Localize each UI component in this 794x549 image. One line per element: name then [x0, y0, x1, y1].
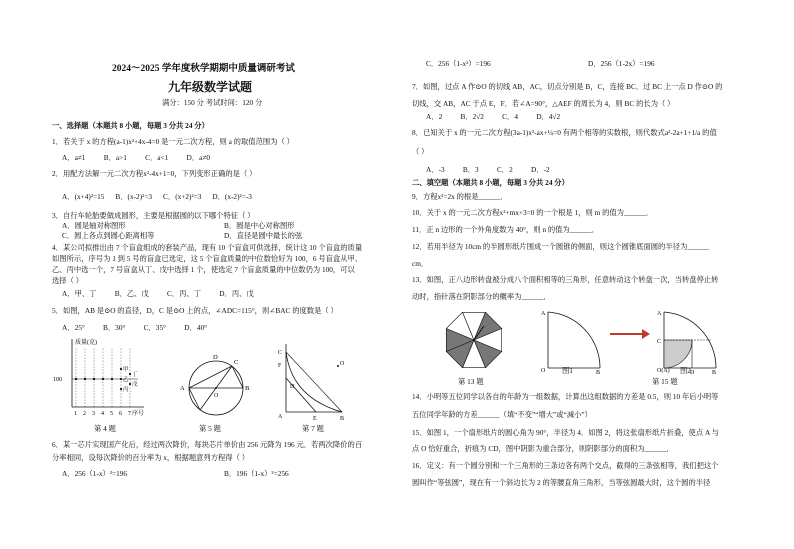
question-4-line-2: 如图所示，序号为 1 到 5 号的盲盒已选定，这 5 个盲盒质量的中位数恰好为 100，6 号盲盒从甲、 — [52, 254, 363, 263]
x-tick-label: 2 — [83, 411, 86, 417]
x-tick-label: 5 — [110, 411, 113, 417]
data-point — [120, 368, 122, 370]
question-10: 10．关于 x 的一元二次方程x²+mx+3=0 的一个根是 1，则 m 的值为______． — [412, 208, 654, 217]
svg-text:C: C — [234, 359, 239, 366]
question-14-line-1: 14．小明等五位同学以各自的年龄为一组数据，计算出这组数据的方差是 0.5，则 10 年后小明等 — [412, 392, 719, 401]
question-3-option-b: B．圆是中心对称图形 — [224, 221, 295, 230]
question-4-options: A．甲、丁 B．乙、戊 C．丙、丁 D．丙、戊 — [62, 289, 254, 298]
q4-mass-chart — [52, 335, 152, 421]
section-fill-heading: 二、填空题（本题共 8 小题，每题 3 分共 24 分） — [412, 178, 569, 187]
question-1: 1．若关于 x 的方程(a-1)x²+4x-4=0 是一元二次方程，则 a 的取值范围为（ ） — [52, 137, 294, 146]
question-5: 5．如图，AB 是⊙O 的直径，D，C 是⊙O 上的点，∠ADC=115°，则∠BAC 的度数是（ ） — [52, 306, 338, 315]
question-3-option-a: A．圆是轴对称图形 — [62, 221, 126, 230]
figure-q7-label: 第 7 题 — [302, 424, 324, 433]
figure-q15-label: 第 15 题 — [652, 377, 678, 386]
question-3-option-c: C．圆上各点到圆心距离相等 — [62, 231, 155, 240]
left-column — [52, 0, 392, 549]
series-label: 丁 — [132, 372, 138, 378]
question-12-line-1: 12．若用半径为 10cm 的半圆形纸片围成一个圆锥的侧面，则这个圆锥底面圆的半径为______ — [412, 242, 710, 251]
question-5-options: A．25° B．30° C．35° D．40° — [62, 323, 208, 332]
data-point — [129, 383, 131, 385]
svg-text:D: D — [213, 354, 218, 361]
q7-tangent-figure — [278, 338, 368, 422]
question-2: 2．用配方法解一元二次方程x²-4x+1=0，下列变形正确的是（ ） — [52, 169, 257, 178]
svg-text:F: F — [278, 363, 282, 369]
x-tick-label: 1 — [74, 411, 77, 417]
q13-octagon-spinner — [440, 306, 508, 374]
question-6-option-c: C．256（1-x²）=196 — [426, 59, 491, 68]
right-column — [412, 0, 784, 549]
question-7-options: A．2 B．2√2 C．4 D．4√2 — [426, 112, 561, 121]
question-8-line-1: 8．已知关于 x 的一元二次方程(3a-1)x²-ax+¼=0 有两个相等的实数根，则代数式a²-2a+1+1/a 的值 — [412, 128, 717, 137]
svg-text:C: C — [278, 350, 283, 356]
data-point — [120, 378, 122, 380]
series-label: 乙 — [123, 377, 129, 383]
series-label: 甲 — [123, 367, 129, 373]
question-8-line-2: （ ） — [412, 147, 429, 156]
svg-text:B: B — [596, 370, 601, 374]
question-9: 9．方程x²=2x 的根是______． — [412, 192, 508, 201]
svg-text:O(A): O(A) — [657, 368, 670, 374]
x-tick-label: 7 — [128, 411, 131, 417]
selected-box-point — [84, 378, 86, 380]
data-point — [129, 373, 131, 375]
q5-circle-figure — [176, 352, 256, 424]
svg-text:A: A — [657, 311, 662, 317]
svg-text:B: B — [245, 385, 250, 392]
question-3-option-d: D．直径是圆中最长的弦 — [224, 231, 303, 240]
question-11: 11．正 n 边形的一个外角度数为 40°，则 n 的值为______． — [412, 225, 599, 234]
arrow-icon — [608, 328, 652, 340]
question-2-options: A．(x+4)²=15 B．(x-2)²=3 C．(x+2)²=3 D．(x-2)²=-3 — [62, 192, 252, 201]
q15-figure-1 — [540, 306, 604, 374]
question-16-line-2: 圆叫作“等弦圆”，现在有一个斜边长为 2 的等腰直角三角形，当等弦圆最大时，这个圆的半径 — [412, 478, 711, 487]
svg-text:B: B — [712, 370, 717, 374]
question-16-line-1: 16．定义：有一个圆分别和一个三角形的三条边各有两个交点，截得的三条弦相等，我们把这个 — [412, 461, 719, 470]
selected-box-point — [111, 378, 113, 380]
svg-text:B: B — [340, 416, 345, 422]
svg-text:A: A — [541, 311, 546, 317]
selected-box-point — [93, 378, 95, 380]
question-1-options: A．a≠1 B．a>1 C．a<1 D．a≠0 — [62, 153, 210, 162]
series-label: 戊 — [132, 382, 138, 388]
question-4-line-1: 4．某公司拟推出由 7 个盲盒组成的套装产品，现有 10 个盲盒可供选择，统计这 10 个盲盒的质量 — [52, 243, 363, 252]
y-axis-label: 质量(克) — [75, 340, 97, 346]
svg-text:A: A — [180, 385, 185, 392]
svg-text:A: A — [278, 414, 283, 420]
selected-box-point — [102, 378, 104, 380]
x-tick-label: 4 — [101, 411, 104, 417]
selected-box-point — [75, 378, 77, 380]
svg-text:C: C — [657, 339, 662, 345]
question-6-line-1: 6．某一芯片实现国产化后，经过两次降价，每块芯片单价由 256 元降为 196 元．若两次降价的百 — [52, 440, 363, 449]
svg-text:O: O — [541, 368, 546, 374]
question-7-line-2: 切线，交 AB，AC 于点 E，F．若∠A=90°，△AEF 的周长为 4，则 BC 的长为（ ） — [412, 99, 675, 108]
exam-info: 满分：150 分 考试时间：120 分 — [162, 98, 263, 107]
question-3: 3．自行车轮胎要做成圆形，主要是根据圆的以下哪个特征（ ） — [52, 211, 255, 220]
series-label: 丙 — [123, 387, 129, 393]
question-6-option-a: A．256（1-x）²=196 — [62, 469, 128, 478]
question-6-line-2: 分率相同，设每次降价的百分率为 x，根据题意列方程得（ ） — [52, 453, 250, 462]
svg-text:D: D — [290, 384, 295, 390]
x-tick-label: 3 — [92, 411, 95, 417]
subject-title: 九年级数学试题 — [168, 80, 253, 94]
question-6-option-d: D．256（1-2x）=196 — [588, 59, 655, 68]
question-15-line-1: 15．如图 1，一个扇形纸片的圆心角为 90°，半径为 4．如图 2，将这张扇形纸片折叠，使点 A 与 — [412, 428, 719, 437]
question-14-line-2: 五位同学年龄的方差______（填“不变”“增大”或“减小”） — [412, 410, 592, 419]
y-reference-label: 100 — [53, 377, 62, 383]
q15-figure-2 — [656, 306, 720, 374]
figure-1-label: 图1 — [562, 366, 573, 375]
question-7-line-1: 7．如图，过点 A 作⊙O 的切线 AB，AC，切点分别是 B，C，连接 BC．过 BC 上一点 D 作⊙O 的 — [412, 82, 723, 91]
svg-text:D: D — [690, 370, 695, 374]
question-8-options: A．-3 B．3 C．2 D．-2 — [426, 165, 550, 174]
question-4-line-4: 选择（ ） — [52, 276, 84, 285]
question-6-option-b: B．196（1-x）²=256 — [224, 469, 289, 478]
x-tick-label: 6 — [119, 411, 122, 417]
svg-text:E: E — [313, 416, 317, 422]
question-12-line-2: cm． — [412, 259, 429, 268]
question-13-line-1: 13．如图，正八边形转盘被分成八个面积相等的三角形，任意转动这个转盘一次，当转盘停止转 — [412, 275, 719, 284]
figure-q4-label: 第 4 题 — [94, 424, 116, 433]
figure-2-label: 图2 — [680, 366, 691, 375]
x-axis-label: 序号 — [132, 411, 145, 417]
figure-q13-label: 第 13 题 — [458, 377, 484, 386]
section-choice-heading: 一、选择题（本题共 8 小题，每题 3 分共 24 分） — [52, 121, 209, 130]
question-15-line-2: 点 O 恰好重合，折痕为 CD，图中阴影为重合部分，则阴影部分的面积为______． — [412, 444, 674, 453]
question-4-line-3: 乙、丙中选一个，7 号盲盒从丁、戊中选择 1 个，使选定 7 个盲盒质量的中位数仍为 100，可以 — [52, 265, 355, 274]
svg-text:O: O — [214, 393, 219, 399]
svg-text:O: O — [340, 361, 345, 367]
question-13-line-2: 动时，指针落在阴影部分的概率为______． — [412, 292, 551, 301]
data-point — [120, 388, 122, 390]
figure-q5-label: 第 5 题 — [199, 424, 221, 433]
exam-title: 2024～2025 学年度秋学期期中质量调研考试 — [112, 64, 295, 74]
